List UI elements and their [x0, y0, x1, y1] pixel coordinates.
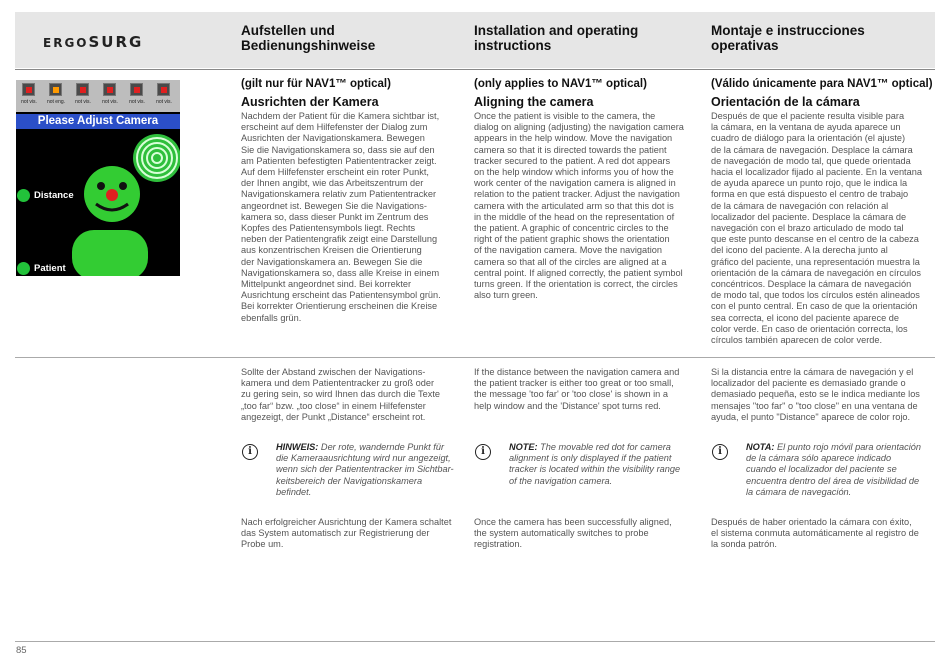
distance-label: Distance	[34, 190, 74, 201]
indicator-label: not eng.	[46, 99, 66, 105]
body-es: Después de que el paciente resulta visible para la cámara, en la ventana de ayuda aparece un cuadro de diálogo para la orientación (el ajuste) de la cámara de navegación. Desplace la cámara de navegación de modo tal, que quede orientada hacia el localizador fijado al paciente. En la ventana de ayuda aparece un punto rojo, que le indica la forma en que está dispuesto el centro de trabajo de la cámara de navegación con relación al localizador del paciente. Desplace la cámara de navegación con el brazo articulado de modo tal que este punto descanse en el centro de la cabeza del icono del paciente. A la derecha junto al gráfico del paciente, una representación muestra la orientación de la cámara de navegación en círculos concéntricos. Desplace la cámara de navegación de modo tal, que todos los círculos estén alineados con el punto central. En caso de que la orientación sea correcta, el icono del paciente aparece de color verde. En caso de orientación correcta, los círculos también aparecen de color verde.	[711, 111, 922, 346]
patient-graphic	[16, 130, 180, 276]
note-text-en: The movable red dot for camera alignment is only displayed if the patient tracker is located within the visibility range of the navigation camera.	[509, 442, 681, 486]
header-title-es: Montaje e instrucciones operativas	[711, 23, 865, 53]
patient-status-dot	[17, 262, 30, 275]
info-icon: i	[475, 444, 491, 460]
header-title-en: Installation and operating instructions	[474, 23, 639, 53]
indicator-panel	[16, 80, 180, 112]
patient-icon	[72, 166, 148, 276]
indicator-light	[130, 83, 143, 96]
info-icon: i	[712, 444, 728, 460]
indicator-label: not vis.	[156, 99, 172, 105]
footer-divider	[15, 641, 935, 642]
distance-status-dot	[17, 189, 30, 202]
info-icon: i	[242, 444, 258, 460]
subtitle-en: (only applies to NAV1™ optical)	[474, 78, 647, 90]
indicator-light	[103, 83, 116, 96]
distance-text-en: If the distance between the navigation camera and the patient tracker is either too great or too small, the message 'too far' or 'too close' is shown in a help window and the 'Distance' spot turns red.	[474, 367, 680, 411]
header-band	[15, 12, 935, 68]
header-divider	[15, 69, 935, 70]
subtitle-de: (gilt nur für NAV1™ optical)	[241, 78, 391, 90]
note-es	[746, 442, 938, 498]
indicator-label: not vis.	[102, 99, 118, 105]
body-en: Once the patient is visible to the camera, the dialog on aligning (adjusting) the navigation camera appears in the help window. Move the navigation camera so that it is directed towards the patient tracker secured to the patient. A red dot appears on the help window which informs you of how the work center of the navigation camera is aligned in relation to the patient tracker. Adjust the navigation camera with the articulated arm so that this dot is in the middle of the head on the representation of the patient. A graphic of concentric circles to the right of the patient graphic shows the orientation of the navigation camera. Move the navigation camera so that all of the circles are aligned at a central point. If aligned correctly, the patient symbol turns green. If the orientation is correct, the circles also turn green.	[474, 111, 684, 301]
camera-alignment-screen	[16, 80, 180, 276]
indicator-light	[22, 83, 35, 96]
adjust-camera-banner: Please Adjust Camera	[16, 114, 180, 129]
body-de: Nachdem der Patient für die Kamera sichtbar ist, erscheint auf dem Hilfefenster der Dialog zum Ausrichten der Navigationskamera. Bewegen Sie die Navigationskamera so, dass sie auf den am Patienten befestigten Patiententracker zeigt. Auf dem Hilfefenster erscheint ein roter Punkt, der Ihnen angibt, wie das Arbeitszentrum der Navigationskamera relativ zum Patiententracker angeordnet ist. Bewegen Sie die Navigations- kamera so, dass dieser Punkt im Zentrum des Kopfes des Patientensymbols liegt. Rechts neben der Patientengrafik zeigt eine Darstellung aus konzentrischen Kreisen die Orientierung der Navigationskamera an. Bewegen Sie die Navigationskamera so, dass alle Kreise in einem Mittelpunkt angeordnet sind. Bei korrekter Ausrichtung erscheint das Patientensymbol grün. Bei korrekter Orientierung erscheinen die Kreise ebenfalls grün.	[241, 111, 441, 323]
distance-text-es: Si la distancia entre la cámara de navegación y el localizador del paciente es demasiado grande o demasiado pequeña, esto se le indica mediante los mensajes "too far" o "too close" en una ventana de ayuda, el punto "Distance" aparece de color rojo.	[711, 367, 920, 422]
subtitle-es: (Válido únicamente para NAV1™ optical)	[711, 78, 933, 90]
indicator-light	[157, 83, 170, 96]
note-label-en: NOTE:	[509, 442, 538, 452]
success-text-de: Nach erfolgreicher Ausrichtung der Kamera schaltet das System automatisch zur Registrierung der Probe um.	[241, 517, 452, 550]
indicator-label: not vis.	[21, 99, 37, 105]
patient-label: Patient	[34, 263, 66, 274]
note-de	[276, 442, 466, 498]
logo-prefix: ERGO	[43, 36, 89, 50]
heading-en: Aligning the camera	[474, 95, 594, 109]
ergosurg-logo	[43, 32, 143, 51]
note-text-es: El punto rojo móvil para orientación de la cámara sólo aparece indicado cuando el localizador del paciente se encuentra dentro del área de visibilidad de la cámara de navegación.	[746, 442, 921, 497]
indicator-label: not vis.	[129, 99, 145, 105]
note-en	[509, 442, 699, 487]
heading-es: Orientación de la cámara	[711, 95, 860, 109]
note-label-de: HINWEIS:	[276, 442, 319, 452]
heading-de: Ausrichten der Kamera	[241, 95, 379, 109]
distance-text-de: Sollte der Abstand zwischen der Navigations- kamera und dem Patiententracker zu groß oder zu gering sein, so wird Ihnen das durch die Texte „too far“ bzw. „too close“ in einem Hilfefenster angezeigt, der Punkt „Distance“ erscheint rot.	[241, 367, 441, 422]
indicator-label: not vis.	[75, 99, 91, 105]
page-number: 85	[16, 645, 27, 656]
indicator-light	[49, 83, 62, 96]
indicator-light	[76, 83, 89, 96]
alignment-red-dot	[106, 189, 118, 201]
logo-suffix: SURG	[88, 33, 144, 51]
note-label-es: NOTA:	[746, 442, 775, 452]
success-text-en: Once the camera has been successfully aligned, the system automatically switches to probe registration.	[474, 517, 672, 550]
section-divider	[15, 357, 935, 358]
note-text-de: Der rote, wandernde Punkt für die Kameraausrichtung wird nur angezeigt, wenn sich der Patiententracker im Sichtbar- keitsbereich der Navigationskamera befindet.	[276, 442, 454, 497]
concentric-circles-icon	[133, 134, 180, 182]
success-text-es: Después de haber orientado la cámara con éxito, el sistema conmuta automáticamente al registro de la sonda patrón.	[711, 517, 919, 550]
header-title-de: Aufstellen und Bedienungshinweise	[241, 23, 376, 53]
